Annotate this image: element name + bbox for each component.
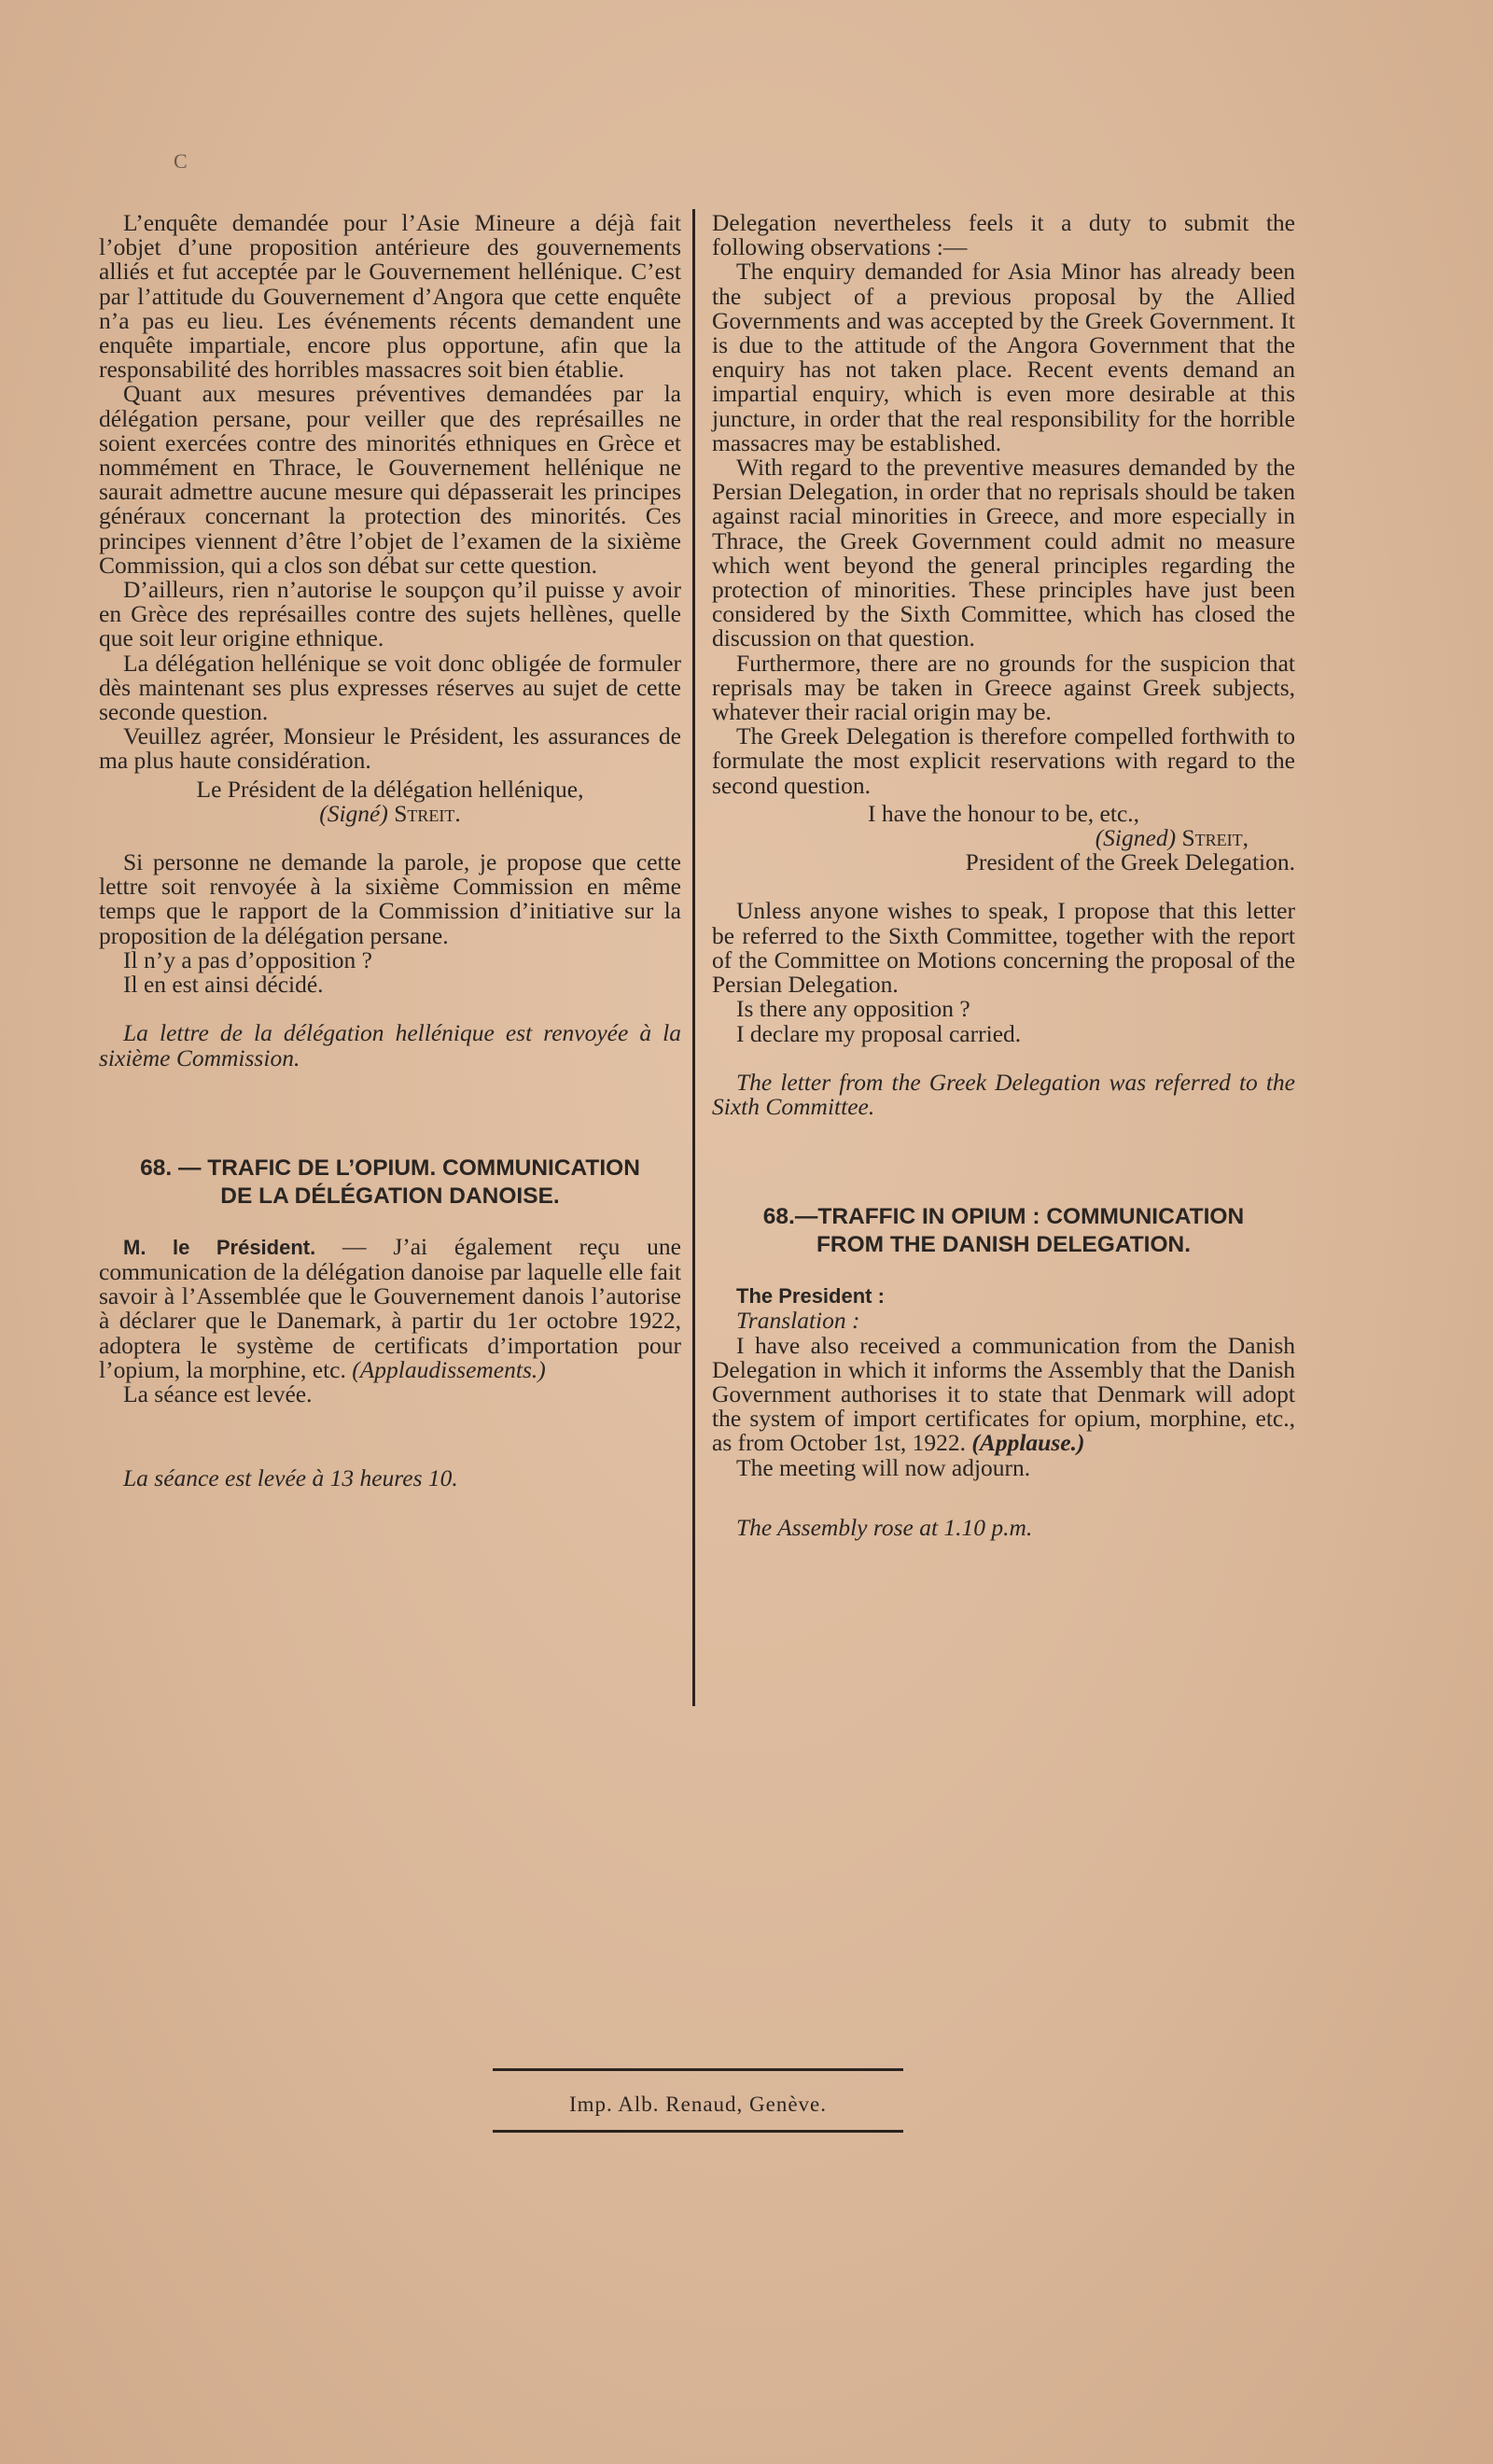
letter-paragraph: D’ailleurs, rien n’autorise le soupçon qu’il puisse y avoir en Grèce des représailles contre des sujets hellènes, quelle que soit leur origine ethnique. (99, 576, 681, 652)
referral-note: The letter from the Greek Delegation was referred to the Sixth Committee. (712, 1068, 1295, 1120)
communication-paragraph: I have also received a communication from the Danish Delegation in which it informs the Assembly that the Danish Government authorises it to state that Denmark will adopt the system of import certificates for opium, morphine, etc., as from October 1st, 1922. (Applause.) (712, 1331, 1295, 1457)
letter-paragraph: Quant aux mesures préventives demandées par la délégation persane, pour veiller que des représailles ne soient exercées contre des minorités ethniques en Grèce et nommément en Thrace, le Gouvernement hellénique ne saurait admettre aucune mesure qui dépasserait les principes généraux concernant la protection des minorités. Ces principes viennent d’être l’objet de l’examen de la sixième Commission, qui a clos son débat sur cette question. (99, 380, 681, 579)
speaker-label: M. le Président. (123, 1235, 316, 1259)
signer-name: Streit, (1181, 824, 1249, 852)
letter-paragraph: L’enquête demandée pour l’Asie Mineure a déjà fait l’objet d’une proposition antérieure des gouvernements alliés et fut acceptée par le Gouvernement hellénique. C’est par l’attitude du Gouvernement d’Angora que cette enquête n’a pas eu lieu. Les événements récents demandent une enquête impartiale, encore plus opportune, afin que la responsabilité des horribles massacres soit bien établie. (99, 209, 681, 384)
printer-imprint: Imp. Alb. Renaud, Genève. (568, 2093, 828, 2116)
speaker-label: The President : (736, 1284, 885, 1309)
english-column (712, 211, 1295, 1540)
signed-label: (Signé) (319, 799, 388, 827)
opposition-question: Is there any opposition ? (736, 995, 970, 1023)
column-divider (692, 209, 695, 1706)
referral-note: La lettre de la délégation hellénique est renvoyée à la sixième Commission. (99, 1019, 681, 1071)
signed-label: (Signed) (1095, 824, 1177, 852)
signer-name: Streit. (394, 799, 461, 827)
section-heading: 68. — TRAFIC DE L’OPIUM. COMMUNICATION DE LA DÉLÉGATION DANOISE. (140, 1155, 640, 1209)
honour-line: I have the honour to be, etc., (867, 799, 1140, 827)
letter-paragraph: La délégation hellénique se voit donc obligée de formuler dès maintenant ses plus expresses réserves au sujet de cette seconde question. (99, 649, 681, 726)
letter-paragraph: Delegation nevertheless feels it a duty to submit the following observations :— (712, 209, 1295, 261)
decision-text: I declare my proposal carried. (736, 1019, 1022, 1047)
section-heading: 68.—TRAFFIC IN OPIUM : COMMUNICATION FROM THE DANISH DELEGATION. (762, 1204, 1245, 1258)
signature-title: President of the Greek Delegation. (965, 848, 1295, 876)
french-column (99, 211, 681, 1491)
applause: (Applaudissements.) (352, 1355, 546, 1383)
closing-text: The meeting will now adjourn. (736, 1453, 1031, 1481)
proposal-text: Unless anyone wishes to speak, I propose that this letter be referred to the Sixth Committee, together with the report of the Committee on Motions concerning the proposal of the Persian Delegation. (712, 897, 1295, 999)
adjourn-note: The Assembly rose at 1.10 p.m. (736, 1513, 1033, 1541)
letter-paragraph: Furthermore, there are no grounds for the suspicion that reprisals may be taken in Greece against Greek subjects, whatever their racial origin may be. (712, 649, 1295, 726)
letter-paragraph: The Greek Delegation is therefore compelled forthwith to formulate the most explicit reservations with regard to the second question. (712, 722, 1295, 799)
signature-title: Le Président de la délégation hellénique, (196, 775, 584, 803)
decision-text: Il en est ainsi décidé. (123, 971, 324, 999)
letter-paragraph: The enquiry demanded for Asia Minor has already been the subject of a previous proposal by the Allied Governments and was accepted by the Greek Government. It is due to the attitude of the Angora Government that the enquiry has not taken place. Recent events demand an impartial enquiry, which is even more desirable at this juncture, in order that the real responsibility for the horrible massacres may be established. (712, 258, 1295, 456)
footer-rule-top (493, 2068, 903, 2071)
opposition-question: Il n’y a pas d’opposition ? (123, 945, 372, 973)
communication-paragraph: M. le Président. — J’ai également reçu une communication de la délégation danoise par laquelle elle fait savoir à l’Assemblée que le Gouvernement danois l’autorise à déclarer que le Danemark, à partir du 1er octobre 1922, adoptera le système de certificats d’importation pour l’opium, la morphine, etc. (Applaudissements.) (99, 1232, 681, 1383)
closing-text: La séance est levée. (123, 1379, 313, 1407)
translation-label: Translation : (736, 1307, 860, 1335)
adjourn-note: La séance est levée à 13 heures 10. (123, 1464, 458, 1492)
letter-paragraph: Veuillez agréer, Monsieur le Président, les assurances de ma plus haute considération. (99, 722, 681, 775)
proposal-text: Si personne ne demande la parole, je propose que cette lettre soit renvoyée à la sixième Commission en même temps que le rapport de la Commission d’initiative sur la proposition de la délégation persane. (99, 848, 681, 949)
footer-rule-bottom (493, 2130, 903, 2133)
stray-mark: C (174, 149, 188, 173)
signature-name (99, 799, 681, 827)
applause: (Applause.) (971, 1429, 1085, 1457)
letter-paragraph: With regard to the preventive measures demanded by the Persian Delegation, in order that no reprisals should be taken against racial minorities in Greece, and more especially in Thrace, the Greek Government could admit no measure which went beyond the general principles regarding the protection of minorities. These principles have just been considered by the Sixth Committee, which has closed the discussion on that question. (712, 454, 1295, 652)
signature-name (712, 826, 1295, 850)
